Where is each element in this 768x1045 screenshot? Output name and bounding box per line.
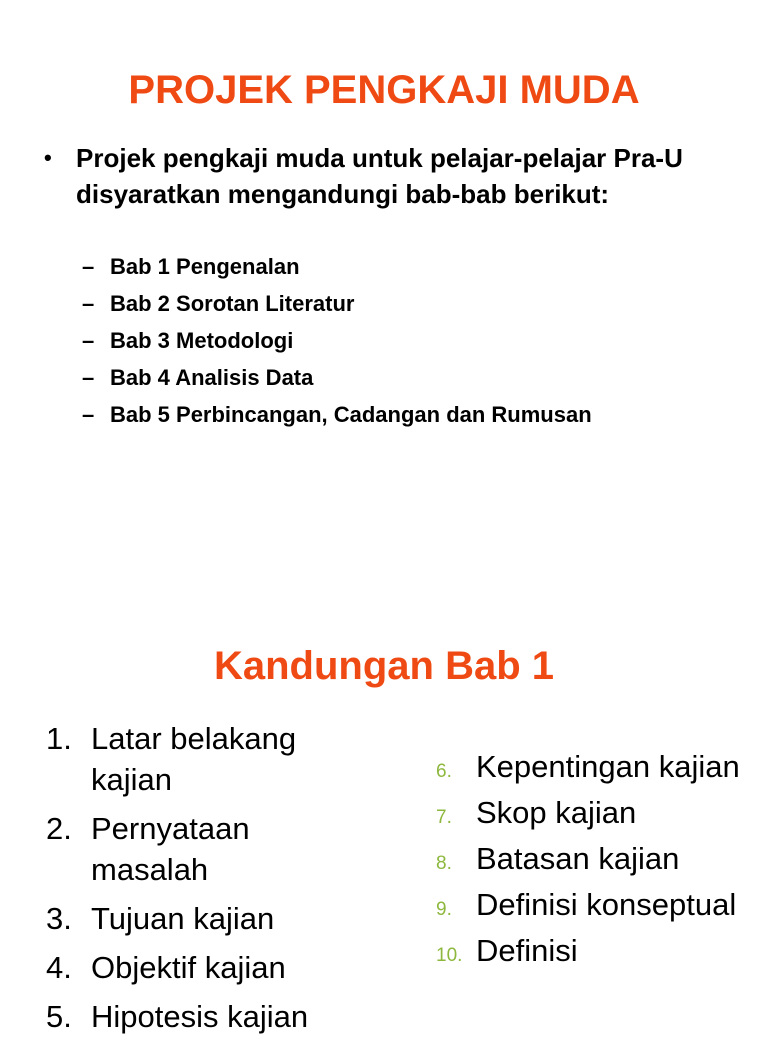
main-bullet <box>44 140 744 212</box>
bullet-text: Projek pengkaji muda untuk pelajar-pelajar Pra-U disyaratkan mengandungi bab-bab berikut: <box>76 143 683 209</box>
item-number: 9. <box>436 899 452 920</box>
list-item <box>82 363 762 400</box>
chapter-label: Bab 2 Sorotan Literatur <box>110 291 355 316</box>
item-text: Kepentingan kajian <box>476 749 740 784</box>
item-text: Latar belakang kajian <box>91 721 297 797</box>
item-number: 2. <box>46 811 72 846</box>
dash-marker: – <box>82 402 95 427</box>
list-item <box>46 808 376 890</box>
item-text: Pernyataan masalah <box>91 811 250 887</box>
contents-right-column <box>436 748 756 978</box>
bullet-dot: • <box>44 145 52 170</box>
list-item <box>82 326 762 363</box>
slide-2-title: Kandungan Bab 1 <box>213 644 555 688</box>
list-item <box>436 748 756 785</box>
item-number: 3. <box>46 901 72 936</box>
list-item <box>436 932 756 969</box>
item-number: 7. <box>436 807 452 828</box>
list-item <box>82 400 762 437</box>
dash-marker: – <box>82 291 95 316</box>
list-item <box>46 898 376 939</box>
item-text: Definisi konseptual <box>476 887 737 922</box>
item-number: 5. <box>46 999 72 1034</box>
item-number: 8. <box>436 853 452 874</box>
list-item <box>436 794 756 831</box>
item-number: 6. <box>436 761 452 782</box>
slide-2 <box>0 520 768 1034</box>
slide-1-title: PROJEK PENGKAJI MUDA <box>128 68 640 112</box>
item-text: Objektif kajian <box>91 950 286 985</box>
slide-1 <box>0 0 768 520</box>
item-text: Batasan kajian <box>476 841 680 876</box>
item-number: 4. <box>46 950 72 985</box>
list-item <box>82 289 762 326</box>
chapter-label: Bab 3 Metodologi <box>110 328 294 353</box>
chapter-list <box>82 252 762 437</box>
dash-marker: – <box>82 365 95 390</box>
list-item <box>436 886 756 923</box>
contents-left-column <box>46 718 376 1045</box>
item-text: Definisi <box>476 933 578 968</box>
item-number: 1. <box>46 721 72 756</box>
list-item <box>46 718 376 800</box>
list-item <box>46 947 376 988</box>
item-text: Hipotesis kajian <box>91 999 309 1034</box>
item-text: Tujuan kajian <box>91 901 275 936</box>
chapter-label: Bab 5 Perbincangan, Cadangan dan Rumusan <box>110 402 592 427</box>
list-item <box>436 840 756 877</box>
list-item <box>82 252 762 289</box>
dash-marker: – <box>82 328 95 353</box>
chapter-label: Bab 1 Pengenalan <box>110 254 300 279</box>
dash-marker: – <box>82 254 95 279</box>
chapter-label: Bab 4 Analisis Data <box>110 365 314 390</box>
item-text: Skop kajian <box>476 795 637 830</box>
item-number: 10. <box>436 945 463 966</box>
list-item <box>46 996 376 1037</box>
